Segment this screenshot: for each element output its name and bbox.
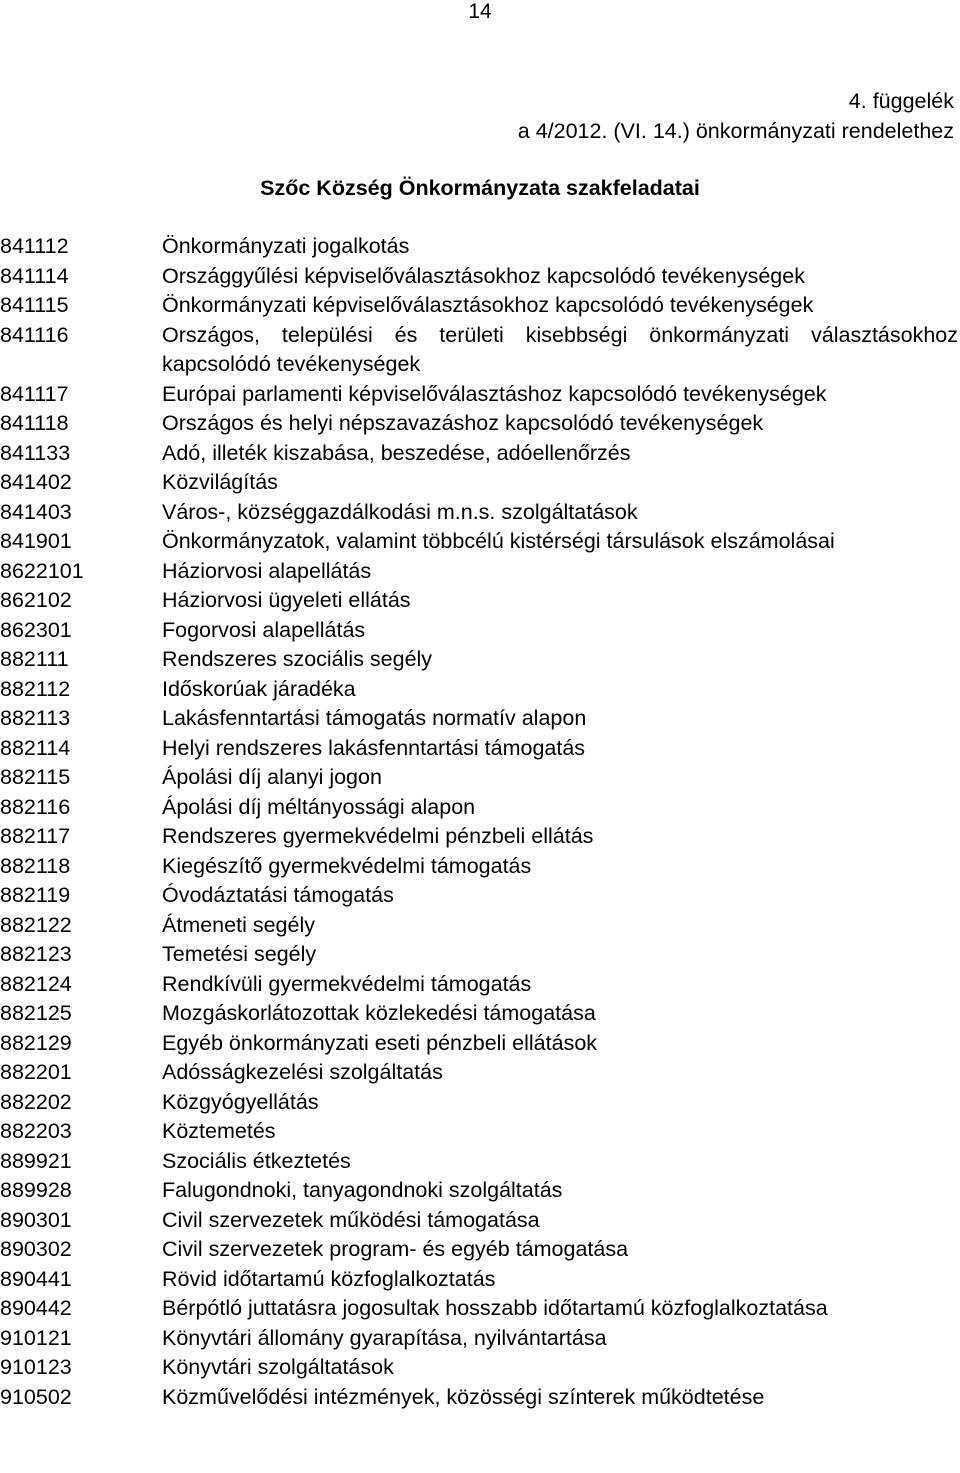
list-item: [0, 940, 958, 970]
list-item: [0, 1324, 958, 1354]
list-item: [0, 409, 958, 439]
task-code: 841118: [0, 411, 69, 435]
task-description: Helyi rendszeres lakásfenntartási támogatás: [162, 735, 586, 760]
task-code: 910121: [0, 1325, 72, 1350]
task-description: Közvilágítás: [162, 470, 278, 494]
task-description: Civil szervezetek működési támogatása: [162, 1207, 540, 1232]
list-item: [0, 999, 958, 1029]
task-code: 841114: [0, 263, 69, 288]
list-item: [0, 1206, 958, 1236]
task-code: 841402: [0, 470, 72, 494]
list-item: [0, 645, 958, 675]
list-item: [0, 557, 958, 587]
task-description: Város-, községgazdálkodási m.n.s. szolgáltatások: [162, 499, 638, 524]
task-description: Önkormányzati jogalkotás: [162, 234, 410, 258]
task-description: Könyvtári szolgáltatások: [162, 1355, 394, 1379]
list-item: [0, 793, 958, 823]
task-description: Önkormányzati képviselőválasztásokhoz kapcsolódó tevékenységek: [162, 293, 814, 317]
task-code: 862102: [0, 588, 72, 612]
task-description: Európai parlamenti képviselőválasztáshoz kapcsolódó tevékenységek: [162, 381, 827, 406]
task-description: Mozgáskorlátozottak közlekedési támogatása: [162, 1001, 596, 1025]
list-item: [0, 881, 958, 911]
task-description: Lakásfenntartási támogatás normatív alapon: [162, 706, 587, 730]
list-item: [0, 586, 958, 616]
annex-line-2: a 4/2012. (VI. 14.) önkormányzati rendelethez: [517, 119, 954, 143]
list-item: [0, 1029, 958, 1059]
task-code: 882201: [0, 1060, 72, 1084]
list-item: [0, 1147, 958, 1177]
list-item: [0, 1294, 958, 1324]
task-description: Bérpótló juttatásra jogosultak hosszabb időtartamú közfoglalkoztatása: [162, 1296, 828, 1320]
list-item: [0, 439, 958, 469]
list-item: [0, 763, 958, 793]
task-description: Országos és helyi népszavazáshoz kapcsolódó tevékenységek: [162, 411, 764, 435]
list-item: [0, 970, 958, 1000]
task-code: 882112: [0, 676, 71, 701]
task-code: 890441: [0, 1266, 72, 1291]
annex-line-1: 4. függelék: [848, 89, 954, 113]
task-description: Egyéb önkormányzati eseti pénzbeli ellátások: [162, 1030, 598, 1055]
task-code: 882111: [0, 647, 69, 671]
list-item: [0, 616, 958, 646]
list-item: [0, 468, 958, 498]
task-code: 841901: [0, 529, 72, 553]
list-item: [0, 704, 958, 734]
task-code: 882129: [0, 1030, 72, 1055]
task-description: Rendszeres szociális segély: [162, 647, 433, 671]
list-item: [0, 1383, 958, 1413]
page-number: 14: [468, 0, 492, 23]
list-item: [0, 822, 958, 852]
task-description: Átmeneti segély: [162, 912, 315, 937]
list-item: [0, 291, 958, 321]
task-description: Köztemetés: [162, 1119, 276, 1143]
task-code: 882123: [0, 942, 72, 966]
task-description: Adó, illeték kiszabása, beszedése, adóellenőrzés: [162, 440, 631, 465]
task-description: Könyvtári állomány gyarapítása, nyilvántartása: [162, 1325, 607, 1350]
list-item: [0, 1117, 958, 1147]
task-description: Rövid időtartamú közfoglalkoztatás: [162, 1266, 496, 1291]
task-code: 889928: [0, 1178, 72, 1202]
task-description: Falugondnoki, tanyagondnoki szolgáltatás: [162, 1178, 563, 1202]
task-code: 841403: [0, 499, 72, 524]
document-title: Szőc Község Önkormányzata szakfeladatai: [260, 176, 700, 200]
task-description: Óvodáztatási támogatás: [162, 883, 394, 907]
list-item: [0, 1058, 958, 1088]
task-code: 882203: [0, 1119, 72, 1143]
task-list: [0, 232, 958, 1412]
task-description: Közgyógyellátás: [162, 1089, 319, 1114]
task-code: 890301: [0, 1207, 72, 1232]
task-code: 882117: [0, 824, 71, 848]
task-description: Rendszeres gyermekvédelmi pénzbeli ellátás: [162, 824, 594, 848]
task-description: Rendkívüli gyermekvédelmi támogatás: [162, 971, 532, 996]
task-code: 841112: [0, 234, 69, 258]
list-item: [0, 911, 958, 941]
task-code: 882115: [0, 765, 71, 789]
task-code: 841117: [0, 381, 69, 406]
list-item: [0, 675, 958, 705]
task-code: 882124: [0, 971, 72, 996]
list-item: [0, 734, 958, 764]
list-item: [0, 527, 958, 557]
task-code: 882202: [0, 1089, 72, 1114]
list-item: [0, 321, 958, 380]
task-description: Háziorvosi ügyeleti ellátás: [162, 588, 411, 612]
list-item: [0, 498, 958, 528]
task-description: Civil szervezetek program- és egyéb támogatása: [162, 1237, 629, 1261]
task-code: 910502: [0, 1384, 72, 1409]
task-description: Időskorúak járadéka: [162, 676, 356, 701]
task-code: 841133: [0, 440, 71, 465]
list-item: [0, 1235, 958, 1265]
list-item: [0, 1088, 958, 1118]
task-description: Ápolási díj méltányossági alapon: [162, 794, 476, 819]
list-item: [0, 1265, 958, 1295]
task-code: 841115: [0, 293, 69, 317]
list-item: [0, 262, 958, 292]
task-description: Kiegészítő gyermekvédelmi támogatás: [162, 853, 532, 878]
task-description: Közművelődési intézmények, közösségi színterek működtetése: [162, 1384, 765, 1409]
task-description: Országgyűlési képviselőválasztásokhoz kapcsolódó tevékenységek: [162, 263, 805, 288]
task-description: Háziorvosi alapellátás: [162, 558, 372, 583]
task-code: 8622101: [0, 558, 84, 583]
task-code: 882122: [0, 912, 72, 937]
task-description: Temetési segély: [162, 942, 317, 966]
list-item: [0, 232, 958, 262]
task-code: 890442: [0, 1296, 72, 1320]
task-description: Ápolási díj alanyi jogon: [162, 765, 382, 789]
list-item: [0, 1353, 958, 1383]
annex-reference: [518, 86, 954, 146]
task-description: Fogorvosi alapellátás: [162, 617, 366, 642]
task-description: Adósságkezelési szolgáltatás: [162, 1060, 443, 1084]
task-code: 882125: [0, 1001, 72, 1025]
task-code: 882113: [0, 706, 71, 730]
task-description: Önkormányzatok, valamint többcélú kistérségi társulások elszámolásai: [162, 529, 835, 553]
task-description: Szociális étkeztetés: [162, 1148, 351, 1173]
list-item: [0, 1176, 958, 1206]
list-item: [0, 852, 958, 882]
task-code: 910123: [0, 1355, 72, 1379]
task-code: 862301: [0, 617, 72, 642]
list-item: [0, 380, 958, 410]
task-code: 890302: [0, 1237, 72, 1261]
task-code: 889921: [0, 1148, 72, 1173]
task-code: 882118: [0, 853, 71, 878]
task-code: 841116: [0, 322, 69, 347]
task-code: 882114: [0, 735, 71, 760]
task-code: 882116: [0, 794, 71, 819]
task-description: Országos, települési és területi kisebbségi önkormányzati választásokhoz kapcsolódó tevékenységek: [162, 322, 958, 376]
task-code: 882119: [0, 883, 71, 907]
